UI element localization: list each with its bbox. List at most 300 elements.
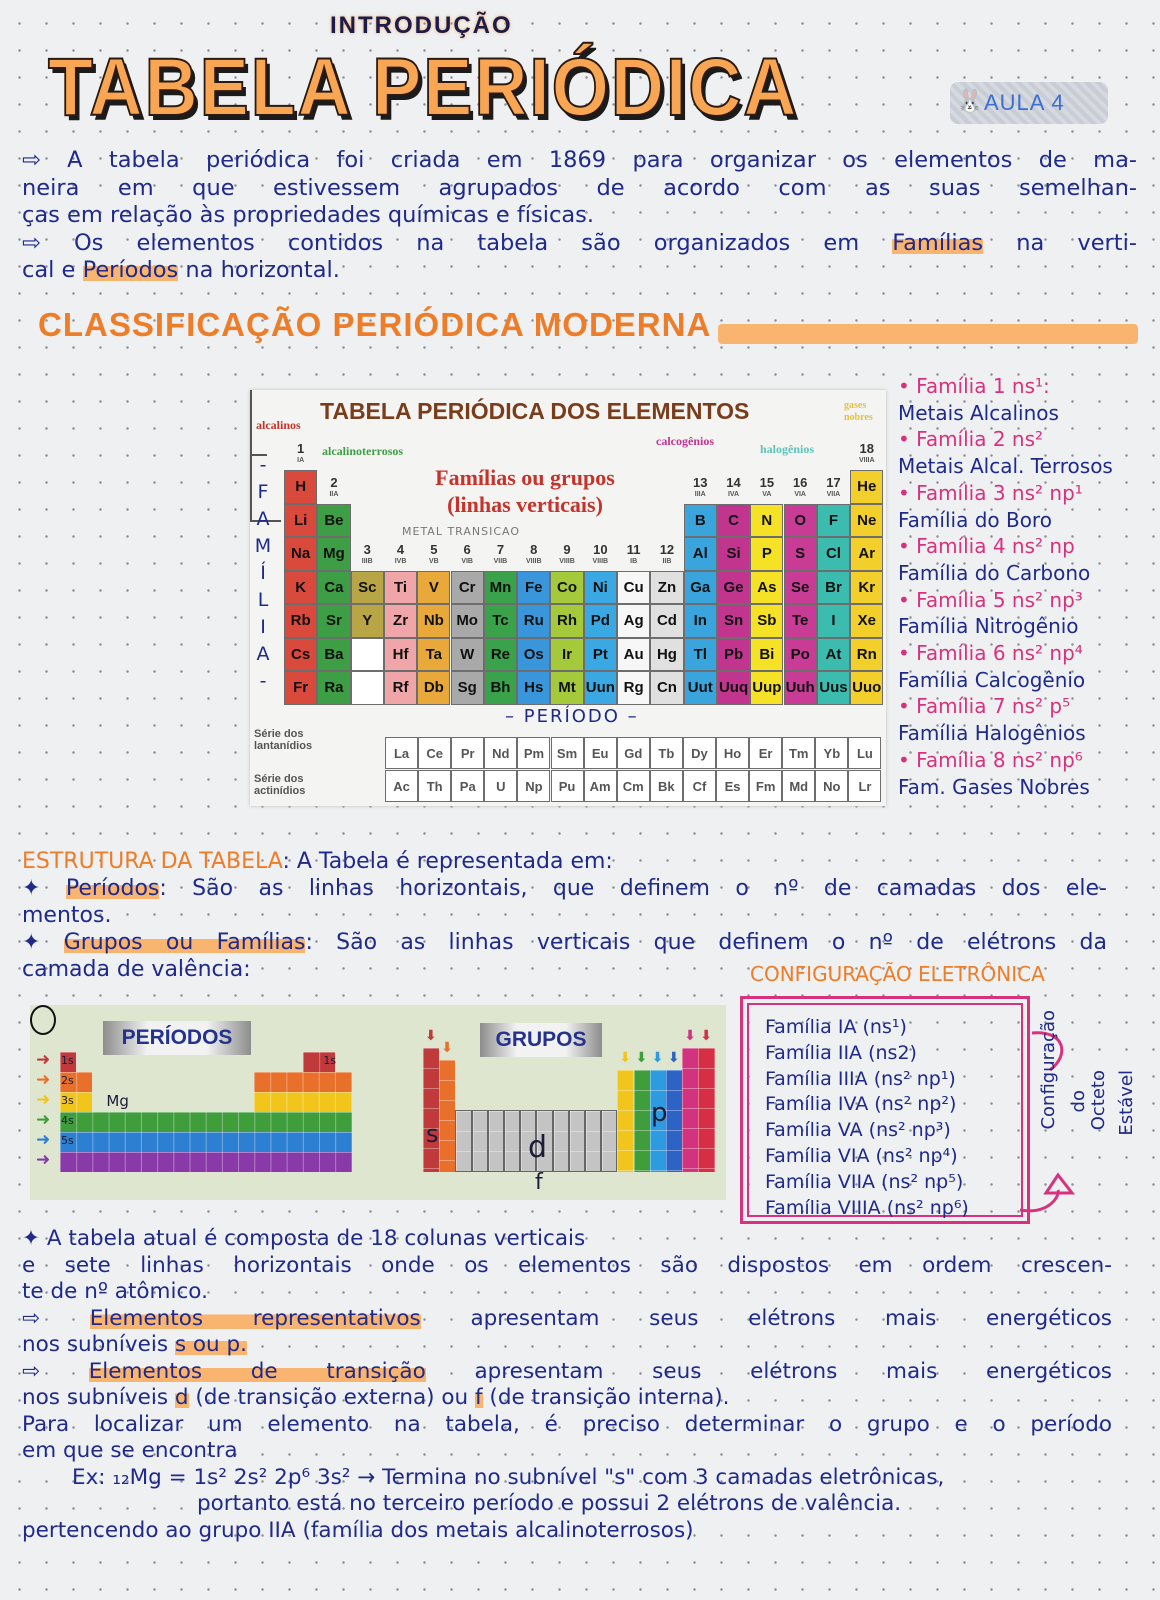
group-label	[650, 541, 683, 568]
element-cell: F	[817, 504, 850, 538]
text-line	[22, 1465, 1112, 1492]
text-line	[22, 1438, 1112, 1465]
group-number: 8	[530, 541, 538, 557]
group-number: 7	[496, 541, 505, 557]
element-cell: Nd	[484, 737, 517, 769]
config-line: Família IVA (ns² np²)	[765, 1093, 957, 1116]
block-letter-s: s	[426, 1120, 439, 1148]
period-mark: 3s	[61, 1094, 74, 1107]
arrow-right-icon: ➜	[36, 1110, 51, 1130]
label-lantanidios: Série dos lantanídios	[254, 728, 313, 752]
group-column	[698, 1048, 714, 1172]
group-roman: VIIA	[826, 490, 841, 498]
highlighted-text: d	[174, 1385, 189, 1410]
element-cell: He	[850, 470, 883, 504]
element-cell: Bi	[750, 638, 783, 672]
group-number: 10	[593, 541, 608, 557]
element-cell: Bh	[484, 671, 517, 705]
text-segment: : A Tabela é representada em:	[282, 849, 613, 874]
periodos-label: PERÍODOS	[103, 1021, 251, 1055]
period-block	[60, 1112, 352, 1132]
element-cell: Cr	[451, 571, 484, 605]
text-segment: Ex: ₁₂Mg = 1s² 2s² 2p⁶ 3s² → Termina no subnível "s" com 3 camadas eletrônicas,	[72, 1464, 945, 1490]
text-line	[22, 202, 1137, 230]
label-alcalinos: alcalinos	[256, 418, 301, 432]
group-column	[634, 1070, 650, 1172]
element-cell: Fr	[284, 671, 317, 705]
element-cell: Pd	[584, 604, 617, 638]
highlighted-text: s ou p.	[174, 1332, 247, 1357]
group-number: 16	[792, 474, 808, 490]
text-segment: (de transição externa) ou	[188, 1385, 476, 1410]
lesson-tag-label: AULA 4	[984, 90, 1065, 115]
config-box	[740, 996, 1030, 1224]
group-roman: VIA	[794, 490, 806, 498]
text-segment: nos subníveis	[22, 1385, 175, 1410]
element-cell: Mt	[550, 671, 583, 705]
text-segment: nos subníveis	[22, 1332, 175, 1357]
family-list-item: Família Halogênios	[898, 721, 1086, 746]
element-cell: Pu	[551, 770, 584, 802]
period-mark: 4s	[61, 1114, 74, 1127]
element-cell: Ga	[684, 571, 717, 605]
group-column	[601, 1110, 617, 1172]
group-roman: IIIA	[694, 490, 706, 498]
page-title: TABELA PERIÓDICA	[48, 42, 799, 133]
highlighted-text: Elementos representativos	[89, 1305, 421, 1331]
element-cell: Re	[484, 638, 517, 672]
config-line: Família IA (ns¹)	[765, 1016, 907, 1038]
element-cell: Au	[617, 638, 650, 672]
text-segment: pertencendo ao grupo IIA (família dos metais alcalinoterrosos)	[22, 1517, 694, 1543]
group-column	[455, 1110, 471, 1172]
element-cell: Os	[517, 638, 550, 672]
period-block	[254, 1092, 351, 1112]
group-number: 17	[826, 474, 841, 490]
text-line	[22, 1306, 1112, 1333]
text-segment: apresentam seus elétrons mais energéticos	[425, 1358, 1112, 1384]
group-label	[717, 474, 750, 501]
element-cell: Rg	[617, 671, 650, 705]
element-cell: Ag	[617, 604, 650, 638]
text-segment: : São as linhas verticais que definem o nº de elétrons da	[305, 930, 1107, 955]
period-block	[60, 1152, 352, 1172]
element-cell: Sm	[551, 737, 584, 769]
label-alcalinoterrosos: alcalinoterrosos	[322, 444, 404, 458]
config-line: Família VA (ns² np³)	[765, 1119, 951, 1142]
group-label	[317, 474, 350, 501]
group-number: 13	[693, 474, 708, 490]
element-cell: Cu	[617, 571, 650, 605]
element-cell: Cd	[650, 604, 683, 638]
text-segment: ças em relação às propriedades químicas e físicas.	[22, 202, 594, 228]
element-cell: Cf	[683, 770, 716, 802]
text-line	[22, 848, 1107, 875]
group-roman: IIA	[329, 490, 339, 498]
text-line	[22, 1385, 1112, 1412]
group-label	[451, 541, 484, 568]
element-cell: Cn	[650, 671, 683, 705]
element-cell: Cs	[284, 638, 317, 672]
section-heading-classification: CLASSIFICAÇÃO PERIÓDICA MODERNA	[38, 306, 712, 343]
group-column	[666, 1070, 682, 1172]
element-cell: Ca	[317, 571, 350, 605]
element-cell: Er	[749, 737, 782, 769]
group-roman: VIIIB	[592, 557, 609, 565]
familia-letter: -	[259, 670, 267, 692]
arrow-down-icon: ⬇	[619, 1050, 632, 1066]
element-cell: Uuo	[850, 671, 883, 705]
element-cell: Tl	[684, 638, 717, 672]
element-cell: Mn	[484, 571, 517, 605]
group-column	[472, 1110, 488, 1172]
highlighted-text: Grupos ou Famílias	[63, 930, 306, 955]
group-number: 1	[297, 441, 305, 456]
period-mark: 1s	[61, 1054, 74, 1067]
element-cell: Ne	[850, 504, 883, 538]
element-cell: Mo	[451, 604, 484, 638]
group-label	[784, 474, 817, 501]
arrow-right-icon: ➜	[36, 1150, 51, 1170]
period-block	[254, 1072, 351, 1092]
element-cell: Ir	[550, 638, 583, 672]
family-list-item: Metais Alcalinos	[898, 400, 1059, 425]
arrow-down-icon: ⬇	[651, 1050, 664, 1066]
element-cell: Uuh	[784, 671, 817, 705]
text-line	[22, 1412, 1112, 1439]
element-cell: S	[784, 537, 817, 571]
group-column	[423, 1048, 439, 1172]
periodic-table-title: TABELA PERIÓDICA DOS ELEMENTOS	[320, 398, 750, 424]
lesson-tag	[950, 82, 1108, 124]
arrow-down-icon: ⬇	[425, 1028, 437, 1044]
element-cell: Ac	[385, 770, 418, 802]
group-number: 18	[859, 441, 874, 456]
element-cell: Uus	[817, 671, 850, 705]
family-list-item: Fam. Gases Nobres	[898, 774, 1090, 799]
element-cell: U	[484, 770, 517, 802]
text-segment: (de transição interna).	[482, 1385, 730, 1410]
element-cell: B	[684, 504, 717, 538]
text-line	[22, 1518, 1112, 1545]
text-segment: camada de valência:	[22, 957, 251, 982]
family-list-item: Metais Alcal. Terrosos	[898, 454, 1113, 479]
intro-paragraphs	[22, 147, 1137, 285]
familia-letter: M	[254, 535, 272, 557]
family-list-item: • Família 2 ns²	[898, 427, 1044, 452]
group-number: 4	[396, 541, 405, 557]
element-cell: Pt	[584, 638, 617, 672]
text-segment: apresentam seus elétrons mais energéticos	[420, 1305, 1112, 1331]
bunny-sticker-icon: 🐰	[956, 88, 985, 113]
group-roman: IVA	[727, 490, 740, 498]
families-caption-line1: Famílias ou grupos	[435, 465, 615, 490]
page-subtitle: INTRODUÇÃO	[330, 12, 513, 39]
arrow-right-icon: ➜	[36, 1050, 51, 1070]
config-line: Família IIIA (ns² np¹)	[765, 1067, 956, 1090]
text-segment: cal e	[22, 257, 83, 283]
element-cell: Es	[716, 770, 749, 802]
element-cell: Eu	[584, 737, 617, 769]
text-line	[22, 1279, 1112, 1306]
element-cell: Ba	[317, 638, 350, 672]
grupos-label: GRUPOS	[480, 1023, 602, 1057]
element-cell: P	[750, 537, 783, 571]
text-segment: Para localizar um elemento na tabela, é preciso determinar o grupo e o período	[22, 1411, 1112, 1437]
group-roman: VA	[762, 490, 772, 498]
element-cell: N	[750, 504, 783, 538]
text-segment: mentos.	[22, 903, 112, 928]
element-cell: Np	[517, 770, 550, 802]
arrow-down-icon: ⬇	[635, 1050, 648, 1066]
group-label	[817, 474, 850, 501]
element-cell: Mg	[317, 537, 350, 571]
arrow-right-icon: ➜	[36, 1130, 51, 1150]
element-cell: Po	[784, 638, 817, 672]
text-segment: ✦ A tabela atual é composta de 18 colunas verticais	[22, 1226, 586, 1251]
period-mark: 5s	[61, 1134, 74, 1147]
text-segment: e sete linhas horizontais onde os elementos são dispostos em ordem crescen-	[22, 1252, 1112, 1278]
familia-vertical-note	[254, 452, 272, 695]
text-line	[22, 1491, 1112, 1518]
group-column	[504, 1110, 520, 1172]
group-roman: IA	[297, 457, 305, 464]
element-cell: Rh	[550, 604, 583, 638]
element-cell: Hf	[384, 638, 417, 672]
group-roman: VIIB	[493, 557, 508, 565]
placeholder-cell	[351, 638, 384, 672]
element-cell: Rb	[284, 604, 317, 638]
family-list-item: • Família 4 ns² np	[898, 534, 1075, 559]
group-label	[550, 541, 583, 568]
period-block	[60, 1132, 352, 1152]
element-cell: Y	[351, 604, 384, 638]
familia-letter: A	[256, 508, 270, 530]
text-line	[22, 875, 1107, 902]
text-segment: ESTRUTURA DA TABELA	[22, 849, 283, 874]
element-cell: Tb	[650, 737, 683, 769]
arrow-down-icon: ⬇	[441, 1040, 453, 1056]
families-list	[898, 373, 1113, 800]
text-segment: ⇨	[22, 1358, 89, 1384]
group-label	[850, 443, 883, 467]
element-cell: C	[717, 504, 750, 538]
label-periodo: – PERÍODO –	[505, 706, 639, 727]
element-cell: Ar	[850, 537, 883, 571]
element-cell: Zr	[384, 604, 417, 638]
config-line: Família VIIA (ns² np⁵)	[765, 1170, 964, 1193]
group-label	[517, 541, 550, 568]
group-label	[617, 541, 650, 568]
group-roman: VIIIB	[525, 557, 542, 565]
element-cell: Uut	[684, 671, 717, 705]
familia-letter: A	[256, 643, 270, 665]
octet-note-word: Configuração	[1038, 1010, 1059, 1130]
group-roman: VB	[428, 557, 439, 565]
periods-groups-diagram	[30, 1005, 726, 1200]
text-line	[22, 1253, 1112, 1280]
familia-letter: L	[257, 589, 269, 611]
element-cell: Pb	[717, 638, 750, 672]
octet-note-word: Octeto	[1088, 1070, 1109, 1131]
text-segment: na verti-	[983, 229, 1138, 256]
arrow-down-icon: ⬇	[668, 1050, 680, 1066]
group-column	[682, 1048, 698, 1172]
label-gases-nobres: gases nobres	[844, 400, 873, 423]
period-mark: 2s	[61, 1074, 74, 1087]
label-actinidios: Série dos actinídios	[254, 773, 306, 797]
family-list-item: • Família 3 ns² np¹	[898, 480, 1083, 505]
text-segment: na horizontal.	[178, 257, 340, 283]
group-roman: IIB	[662, 557, 672, 565]
element-cell: Kr	[850, 571, 883, 605]
element-cell: Ho	[716, 737, 749, 769]
element-cell: Am	[584, 770, 617, 802]
family-list-item: • Família 8 ns² np⁶	[898, 747, 1083, 772]
element-cell: Ru	[517, 604, 550, 638]
element-cell: I	[817, 604, 850, 638]
element-cell: Dy	[683, 737, 716, 769]
element-cell: Bk	[650, 770, 683, 802]
element-cell: Hs	[517, 671, 550, 705]
arrow-down-icon: ⬇	[700, 1028, 713, 1044]
block-letter-f: f	[535, 1170, 543, 1195]
group-number: 9	[563, 541, 571, 557]
group-label	[351, 541, 384, 568]
text-segment: ⇨	[22, 1305, 90, 1331]
text-line	[22, 175, 1137, 203]
group-column	[585, 1110, 601, 1172]
family-list-item: • Família 6 ns² np⁴	[898, 641, 1083, 666]
bottom-notes	[22, 1226, 1112, 1544]
group-number: 11	[626, 541, 641, 557]
group-roman: IVB	[394, 557, 407, 565]
element-cell: Fm	[749, 770, 782, 802]
element-cell: Fe	[517, 571, 550, 605]
element-cell: Ta	[417, 638, 450, 672]
group-number: 15	[759, 474, 775, 490]
element-cell: Ni	[584, 571, 617, 605]
element-cell: Ra	[317, 671, 350, 705]
element-cell: Uuq	[717, 671, 750, 705]
highlighted-text: f	[475, 1385, 483, 1410]
element-cell: O	[784, 504, 817, 538]
element-cell: Co	[550, 571, 583, 605]
text-line	[22, 257, 1137, 285]
familia-letter: -	[259, 454, 267, 476]
config-lines	[765, 1015, 969, 1221]
text-line	[22, 1359, 1112, 1386]
element-cell: Sr	[317, 604, 350, 638]
label-halogenios: halogênios	[760, 442, 815, 456]
config-line: Família VIA (ns² np⁴)	[765, 1144, 958, 1167]
element-cell: At	[817, 638, 850, 672]
element-cell: Ce	[418, 737, 451, 769]
text-segment: : São as linhas horizontais, que definem o nº de camadas dos ele-	[159, 876, 1107, 901]
element-cell: Te	[784, 604, 817, 638]
element-cell: V	[417, 571, 450, 605]
group-number: 3	[363, 541, 371, 557]
text-segment: ✦	[22, 876, 66, 901]
text-segment: ✦	[22, 930, 64, 955]
config-line: Família VIIIA (ns² np⁶)	[765, 1196, 969, 1219]
octet-note	[1038, 1010, 1138, 1220]
group-label	[484, 541, 517, 568]
element-cell: Ge	[717, 571, 750, 605]
group-column	[488, 1110, 504, 1172]
config-heading: CONFIGURAÇÃO ELETRÔNICA	[750, 962, 1045, 986]
text-segment: ⇨ A tabela periódica foi criada em 1869 para organizar os elementos de ma-	[22, 147, 1137, 173]
family-list-item: Família Calcogênio	[898, 667, 1086, 692]
group-label	[584, 541, 617, 568]
arrow-right-icon: ➜	[36, 1090, 51, 1110]
group-column	[569, 1110, 585, 1172]
element-cell: Md	[782, 770, 815, 802]
element-cell: Cm	[617, 770, 650, 802]
element-cell: Sg	[451, 671, 484, 705]
text-segment: te de nº atômico.	[22, 1279, 208, 1304]
family-list-item: Família Nitrogênio	[898, 614, 1079, 639]
label-metal-transicao: METAL TRANSICAO	[402, 525, 521, 538]
highlighted-text: Períodos	[82, 257, 179, 283]
text-segment: portanto está no terceiro período e possui 2 elétrons de valência.	[197, 1491, 902, 1516]
group-label	[684, 474, 717, 501]
arrow-right-icon: ➜	[36, 1070, 51, 1090]
element-cell: Nb	[417, 604, 450, 638]
config-line: Família IIA (ns2)	[765, 1041, 917, 1064]
element-cell: Se	[784, 571, 817, 605]
element-cell: Br	[817, 571, 850, 605]
element-cell: Lr	[848, 770, 881, 802]
group-label	[284, 443, 317, 467]
periodic-table-image	[250, 390, 886, 806]
element-cell: No	[815, 770, 848, 802]
element-cell: Be	[317, 504, 350, 538]
group-column	[617, 1070, 633, 1172]
element-cell: Rn	[850, 638, 883, 672]
highlighter-line	[718, 324, 1138, 344]
highlighted-text: Elementos de transição	[88, 1358, 426, 1384]
family-list-item: Família do Boro	[898, 507, 1052, 532]
text-line	[22, 230, 1137, 258]
group-roman: IB	[630, 557, 638, 565]
group-label	[750, 474, 783, 501]
element-cell: Li	[284, 504, 317, 538]
element-cell: W	[451, 638, 484, 672]
element-cell: Sn	[717, 604, 750, 638]
highlighted-text: Períodos	[65, 876, 160, 901]
group-column	[439, 1060, 455, 1172]
family-list-item: • Família 1 ns¹:	[898, 374, 1050, 398]
families-caption	[400, 464, 650, 518]
element-cell: Rf	[384, 671, 417, 705]
element-cell: Uup	[750, 671, 783, 705]
group-column	[553, 1110, 569, 1172]
element-cell: Hg	[650, 638, 683, 672]
element-cell: Zn	[650, 571, 683, 605]
mg-note: Mg	[106, 1092, 129, 1110]
element-cell: Sb	[750, 604, 783, 638]
octet-note-word: do	[1068, 1090, 1089, 1113]
label-calcogenios: calcogênios	[656, 434, 714, 448]
element-cell: Si	[717, 537, 750, 571]
element-cell: Gd	[617, 737, 650, 769]
arrow-down-icon: ⬇	[684, 1028, 696, 1044]
block-letter-d: d	[528, 1130, 548, 1165]
element-cell: Xe	[850, 604, 883, 638]
element-cell: Db	[417, 671, 450, 705]
element-cell: Al	[684, 537, 717, 571]
